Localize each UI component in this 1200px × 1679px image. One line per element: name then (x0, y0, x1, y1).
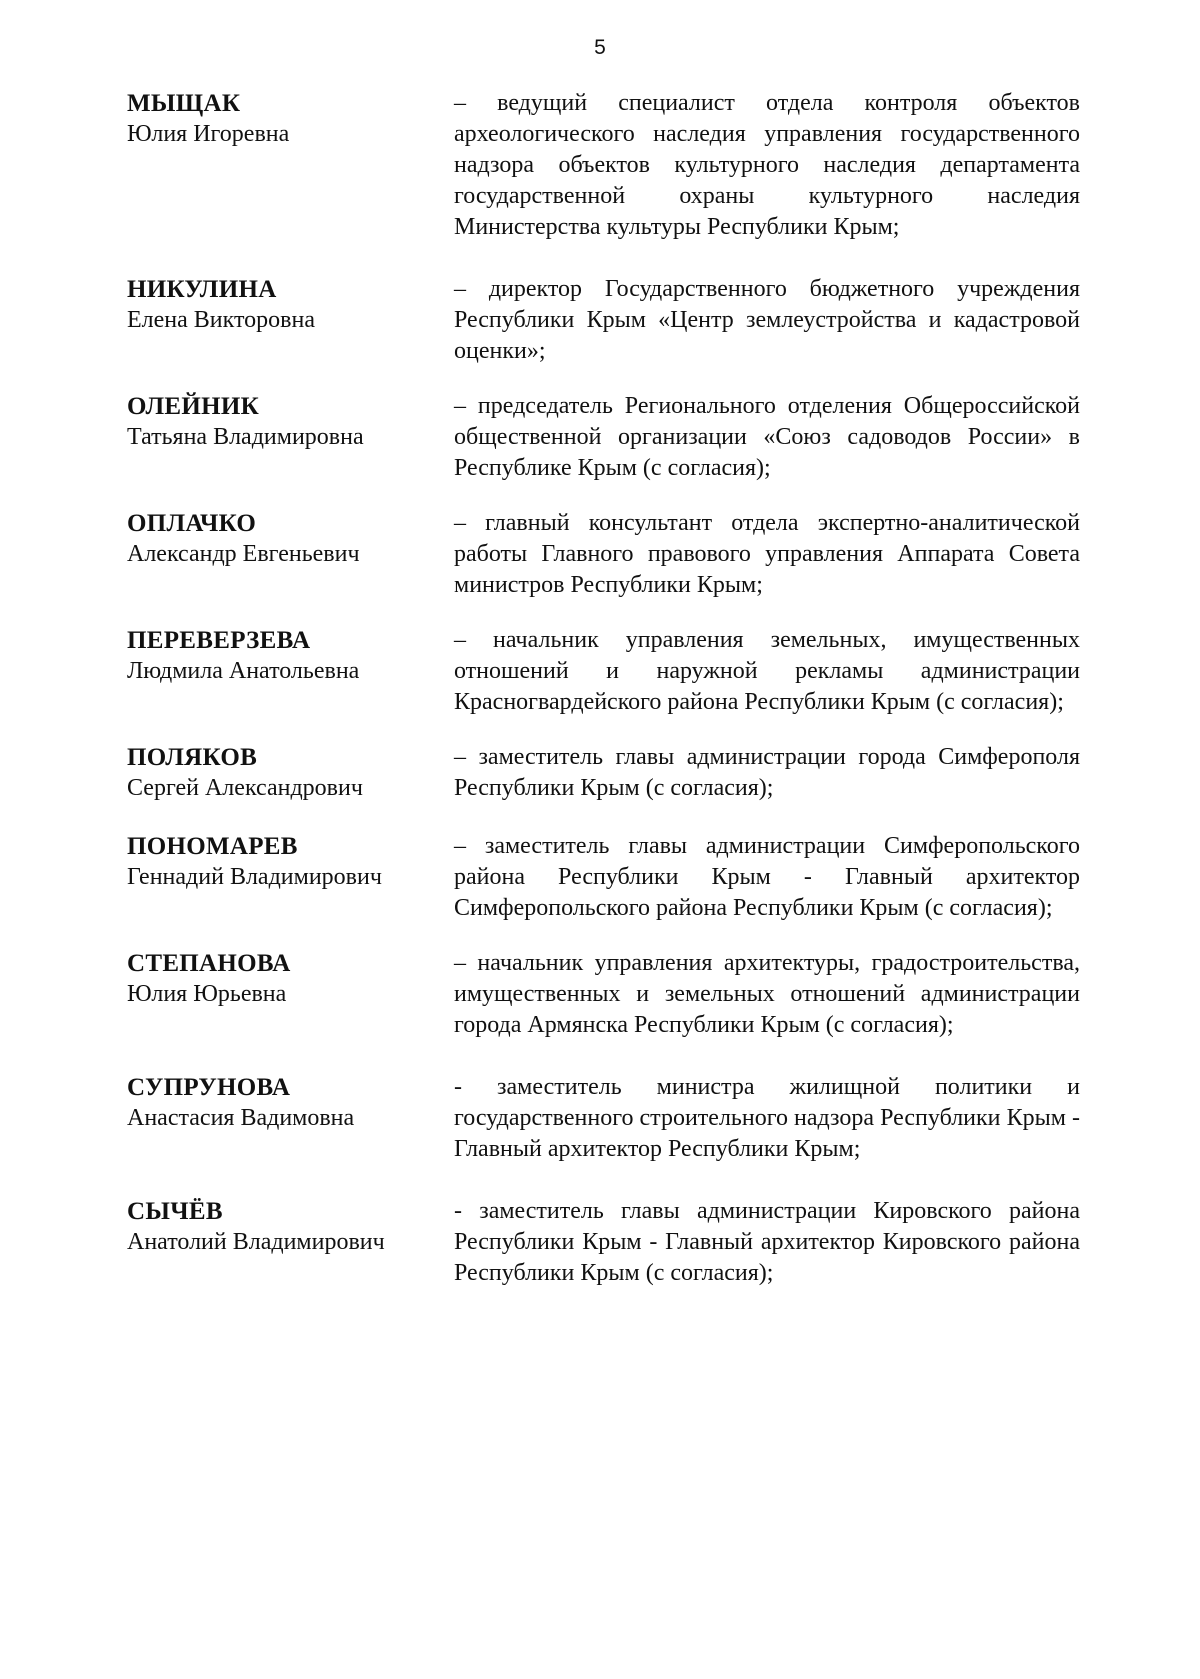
member-given-names: Людмила Анатольевна (127, 658, 360, 684)
list-item (127, 1196, 1080, 1289)
member-given-names: Анатолий Владимирович (127, 1229, 385, 1255)
list-item (127, 274, 1080, 367)
member-surname: НИКУЛИНА (127, 276, 277, 303)
list-item (127, 88, 1080, 243)
member-surname: МЫЩАК (127, 90, 241, 117)
member-name (127, 391, 454, 453)
member-name (127, 625, 454, 687)
member-given-names: Юлия Юрьевна (127, 981, 287, 1007)
member-given-names: Геннадий Владимирович (127, 864, 382, 890)
member-role: – заместитель главы администрации Симферопольского района Республики Крым - Главный архитектор Симферопольского района Республики Крым (с согласия); (454, 833, 1080, 921)
list-item (127, 1072, 1080, 1165)
member-role: - заместитель главы администрации Кировского района Республики Крым - Главный архитектор Кировского района Республики Крым (с согласия); (454, 1198, 1080, 1286)
member-given-names: Сергей Александрович (127, 775, 363, 801)
member-list (127, 88, 1080, 1289)
member-surname: ОЛЕЙНИК (127, 393, 260, 420)
member-given-names: Татьяна Владимировна (127, 424, 364, 450)
member-role: – начальник управления архитектуры, градостроительства, имущественных и земельных отношений администрации города Армянска Республики Крым (с согласия); (454, 950, 1080, 1038)
member-role: – директор Государственного бюджетного учреждения Республики Крым «Центр землеустройства и кадастровой оценки»; (454, 276, 1080, 364)
member-name (127, 274, 454, 336)
list-item (127, 625, 1080, 718)
list-item (127, 831, 1080, 924)
member-name (127, 88, 454, 150)
list-item (127, 391, 1080, 484)
member-role: – начальник управления земельных, имущественных отношений и наружной рекламы администрации Красногвардейского района Республики Крым (с согласия); (454, 627, 1080, 715)
member-role: - заместитель министра жилищной политики и государственного строительного надзора Республики Крым - Главный архитектор Республики Крым; (454, 1074, 1080, 1162)
member-role: – заместитель главы администрации города Симферополя Республики Крым (с согласия); (454, 744, 1080, 801)
member-given-names: Анастасия Вадимовна (127, 1105, 355, 1131)
member-name (127, 1072, 454, 1134)
list-item (127, 742, 1080, 804)
list-item (127, 508, 1080, 601)
member-given-names: Елена Викторовна (127, 307, 315, 333)
member-name (127, 1196, 454, 1258)
member-given-names: Юлия Игоревна (127, 121, 290, 147)
member-role: – главный консультант отдела экспертно-аналитической работы Главного правового управления Аппарата Совета министров Республики Крым; (454, 510, 1080, 598)
page-number: 5 (594, 36, 606, 59)
member-name (127, 508, 454, 570)
member-surname: ПОНОМАРЕВ (127, 833, 298, 860)
list-item (127, 948, 1080, 1041)
member-surname: СТЕПАНОВА (127, 950, 291, 977)
member-surname: ОПЛАЧКО (127, 510, 257, 537)
member-name (127, 742, 454, 804)
member-role: – председатель Регионального отделения Общероссийской общественной организации «Союз садоводов России» в Республике Крым (с согласия); (454, 393, 1080, 481)
member-surname: ПОЛЯКОВ (127, 744, 258, 771)
member-surname: СЫЧЁВ (127, 1198, 223, 1225)
member-name (127, 831, 454, 893)
member-surname: ПЕРЕВЕРЗЕВА (127, 627, 311, 654)
member-given-names: Александр Евгеньевич (127, 541, 360, 567)
member-surname: СУПРУНОВА (127, 1074, 291, 1101)
member-name (127, 948, 454, 1010)
member-role: – ведущий специалист отдела контроля объектов археологического наследия управления государственного надзора объектов культурного наследия департамента государственной охраны культурного наследия Министерства культуры Республики Крым; (454, 90, 1080, 240)
